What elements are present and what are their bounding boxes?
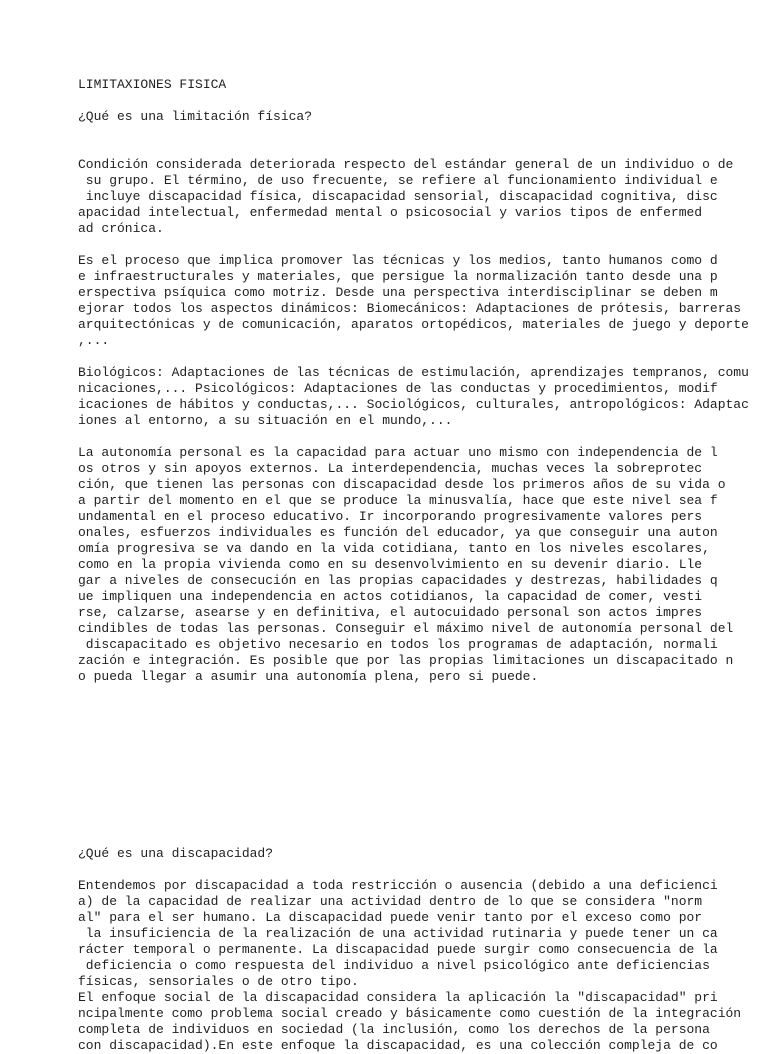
paragraph-aspects <box>78 365 748 429</box>
text-line: discapacitado es objetivo necesario en todos los programas de adaptación, normali <box>78 637 718 652</box>
text-line: gar a niveles de consecución en las propias capacidades y destrezas, habilidades q <box>78 573 718 588</box>
text-line: icaciones de hábitos y conductas,... Sociológicos, culturales, antropológicos: Adaptac <box>78 397 749 412</box>
spacer <box>78 830 748 846</box>
text-line: ejorar todos los aspectos dinámicos: Biomecánicos: Adaptaciones de prótesis, barreras <box>78 301 742 316</box>
text-line: completa de individuos en sociedad (la inclusión, como los derechos de la persona <box>78 1022 710 1037</box>
text-line: a) de la capacidad de realizar una actividad dentro de lo que se considera "norm <box>78 894 703 909</box>
text-line: arquitectónicas y de comunicación, aparatos ortopédicos, materiales de juego y deporte <box>78 317 749 332</box>
text-line: iones al entorno, a su situación en el mundo,... <box>78 413 453 428</box>
spacer <box>78 237 748 253</box>
text-line: Condición considerada deteriorada respecto del estándar general de un individuo o de <box>78 157 734 172</box>
text-line: al" para el ser humano. La discapacidad puede venir tanto por el exceso como por <box>78 910 703 925</box>
paragraph-autonomy <box>78 445 748 685</box>
text-line: os otros y sin apoyos externos. La interdependencia, muchas veces la sobreprotec <box>78 461 703 476</box>
text-line: ncipalmente como problema social creado y básicamente como cuestión de la integración <box>78 1006 742 1021</box>
document-title: LIMITAXIONES FISICA <box>78 77 227 92</box>
spacer <box>78 782 748 798</box>
spacer <box>78 429 748 445</box>
section-heading-disability: ¿Qué es una discapacidad? <box>78 846 274 861</box>
text-line: El enfoque social de la discapacidad considera la aplicación la "discapacidad" pri <box>78 990 718 1005</box>
text-line: Es el proceso que implica promover las técnicas y los medios, tanto humanos como d <box>78 253 718 268</box>
spacer <box>78 349 748 365</box>
section-heading-limitation: ¿Qué es una limitación física? <box>78 109 313 124</box>
text-line: ción, que tienen las personas con discapacidad desde los primeros años de su vida o <box>78 477 726 492</box>
text-line: La autonomía personal es la capacidad para actuar uno mismo con independencia de l <box>78 445 718 460</box>
text-line: como en la propia vivienda como en su desenvolvimiento en su devenir diario. Lle <box>78 557 703 572</box>
text-line: incluye discapacidad física, discapacidad sensorial, discapacidad cognitiva, disc <box>78 189 718 204</box>
spacer <box>78 125 748 141</box>
paragraph-process <box>78 253 748 349</box>
text-line: su grupo. El término, de uso frecuente, se refiere al funcionamiento individual e <box>78 173 718 188</box>
text-line: ,... <box>78 333 110 348</box>
text-line: erspectiva psíquica como motriz. Desde una perspectiva interdisciplinar se deben m <box>78 285 718 300</box>
text-line: rse, calzarse, asearse y en definitiva, el autocuidado personal son actos impres <box>78 605 703 620</box>
spacer <box>78 862 748 878</box>
text-line: Biológicos: Adaptaciones de las técnicas de estimulación, aprendizajes tempranos, comu <box>78 365 749 380</box>
text-line: omía progresiva se va dando en la vida cotidiana, tanto en los niveles escolares, <box>78 541 710 556</box>
text-line: nicaciones,... Psicológicos: Adaptaciones de las conductas y procedimientos, modif <box>78 381 718 396</box>
document-page <box>78 77 748 1054</box>
text-line: con discapacidad).En este enfoque la discapacidad, es una colección compleja de co <box>78 1038 718 1053</box>
text-line: cindibles de todas las personas. Conseguir el máximo nivel de autonomía personal del <box>78 621 734 636</box>
spacer <box>78 814 748 830</box>
spacer <box>78 93 748 109</box>
text-line: rácter temporal o permanente. La discapacidad puede surgir como consecuencia de la <box>78 942 718 957</box>
spacer <box>78 798 748 814</box>
paragraph-definition <box>78 157 748 237</box>
paragraph-disability <box>78 878 748 1054</box>
text-line: apacidad intelectual, enfermedad mental o psicosocial y varios tipos de enfermed <box>78 205 703 220</box>
text-line: deficiencia o como respuesta del individuo a nivel psicológico ante deficiencias <box>78 958 710 973</box>
text-line: e infraestructurales y materiales, que persigue la normalización tanto desde una p <box>78 269 718 284</box>
text-line: físicas, sensoriales o de otro tipo. <box>78 974 359 989</box>
text-line: zación e integración. Es posible que por las propias limitaciones un discapacitado n <box>78 653 734 668</box>
page-gap <box>78 685 748 782</box>
text-line: Entendemos por discapacidad a toda restricción o ausencia (debido a una deficienci <box>78 878 718 893</box>
text-line: o pueda llegar a asumir una autonomía plena, pero si puede. <box>78 669 539 684</box>
text-line: a partir del momento en el que se produce la minusvalía, hace que este nivel sea f <box>78 493 718 508</box>
text-line: onales, esfuerzos individuales es función del educador, ya que conseguir una auton <box>78 525 718 540</box>
text-line: ad crónica. <box>78 221 164 236</box>
text-line: undamental en el proceso educativo. Ir incorporando progresivamente valores pers <box>78 509 703 524</box>
text-line: ue impliquen una independencia en actos cotidianos, la capacidad de comer, vesti <box>78 589 703 604</box>
spacer <box>78 141 748 157</box>
text-line: la insuficiencia de la realización de una actividad rutinaria y puede tener un ca <box>78 926 718 941</box>
